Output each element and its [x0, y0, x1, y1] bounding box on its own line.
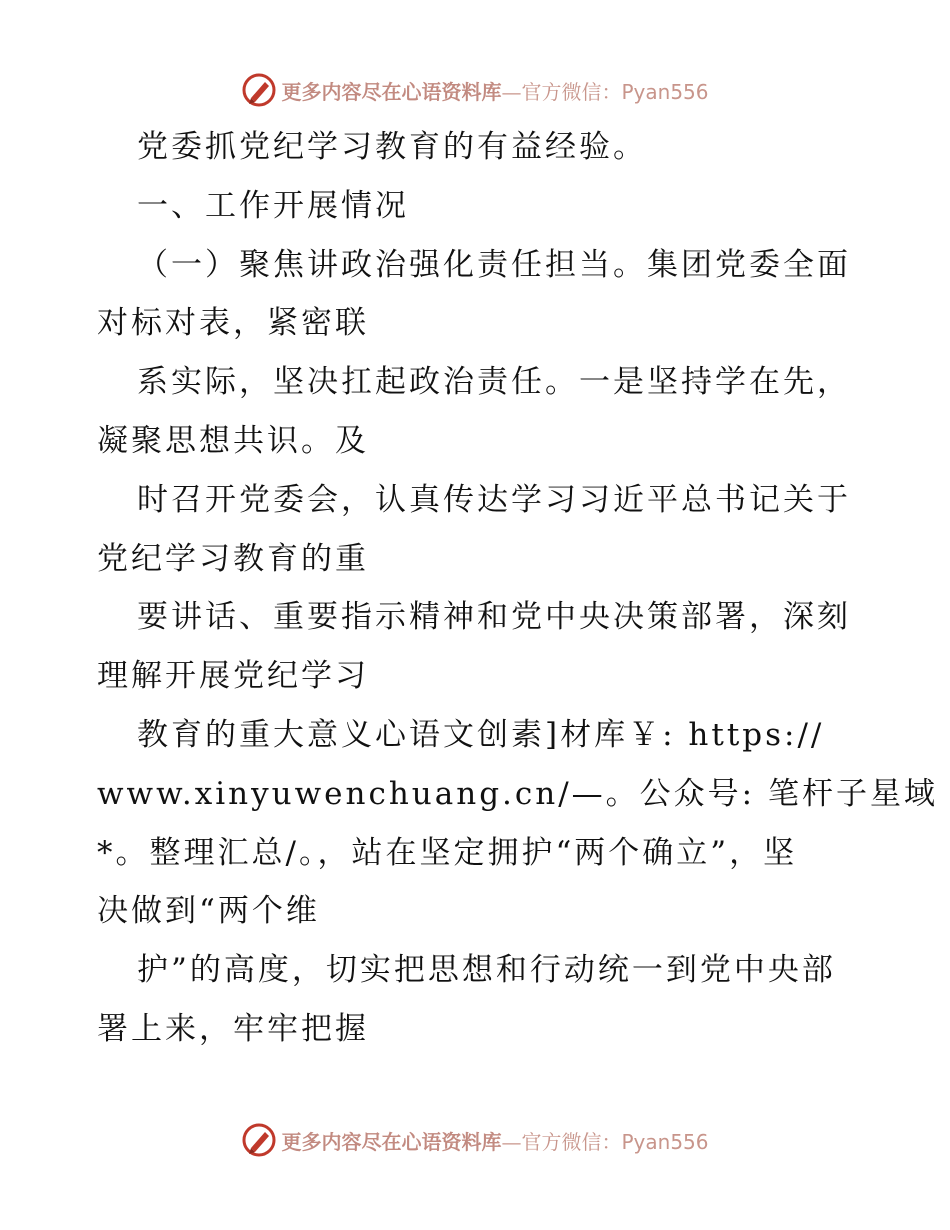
- section-heading: 一、工作开展情况: [137, 187, 409, 224]
- subsection-heading: （一）聚焦讲政治强化责任担当。集团党委全面: [137, 246, 851, 283]
- header-banner-text: [281, 76, 708, 105]
- body-line-8: 党纪学习教育的重: [97, 540, 369, 577]
- body-line-11: 教育的重大意义心语文创素]材库￥: https://: [137, 716, 825, 753]
- body-line-12: www.xinyuwenchuang.cn/—。公众号: 笔杆子星域: [97, 775, 938, 812]
- body-line-14: 决做到“两个维: [97, 893, 320, 930]
- footer-banner-wechat-label: 官方微信：: [521, 1129, 622, 1154]
- body-line-9: 要讲话、重要指示精神和党中央决策部署，深刻: [137, 599, 851, 636]
- header-banner-wechat-label: 官方微信：: [521, 79, 622, 104]
- footer-watermark-banner: [0, 1122, 950, 1158]
- footer-banner-main: 更多内容尽在心语资料库: [281, 1129, 502, 1154]
- document-body: [97, 118, 938, 1059]
- body-line-7: 时召开党委会，认真传达学习习近平总书记关于: [137, 481, 851, 518]
- footer-banner-dash: —: [501, 1129, 522, 1154]
- header-banner-wechat-id: Pyan556: [621, 79, 709, 104]
- body-line-5: 系实际，坚决扛起政治责任。一是坚持学在先，: [137, 364, 851, 401]
- header-banner-dash: —: [501, 79, 522, 104]
- body-line-4: 对标对表，紧密联: [97, 305, 369, 342]
- body-line-16: 署上来，牢牢把握: [97, 1010, 369, 1047]
- body-line-1: 党委抓党纪学习教育的有益经验。: [137, 129, 647, 165]
- header-watermark-banner: [0, 72, 950, 108]
- footer-banner-wechat-id: Pyan556: [621, 1129, 709, 1154]
- header-banner-main: 更多内容尽在心语资料库: [281, 79, 502, 104]
- body-line-15: 护”的高度，切实把思想和行动统一到党中央部: [137, 952, 836, 989]
- red-pen-logo-icon: [241, 72, 277, 108]
- body-line-10: 理解开展党纪学习: [97, 658, 369, 695]
- footer-banner-text: [281, 1126, 708, 1155]
- body-line-6: 凝聚思想共识。及: [97, 422, 369, 459]
- red-pen-logo-icon: [241, 1122, 277, 1158]
- body-line-13: *。整理汇总/。，站在坚定拥护“两个确立”，坚: [97, 834, 798, 871]
